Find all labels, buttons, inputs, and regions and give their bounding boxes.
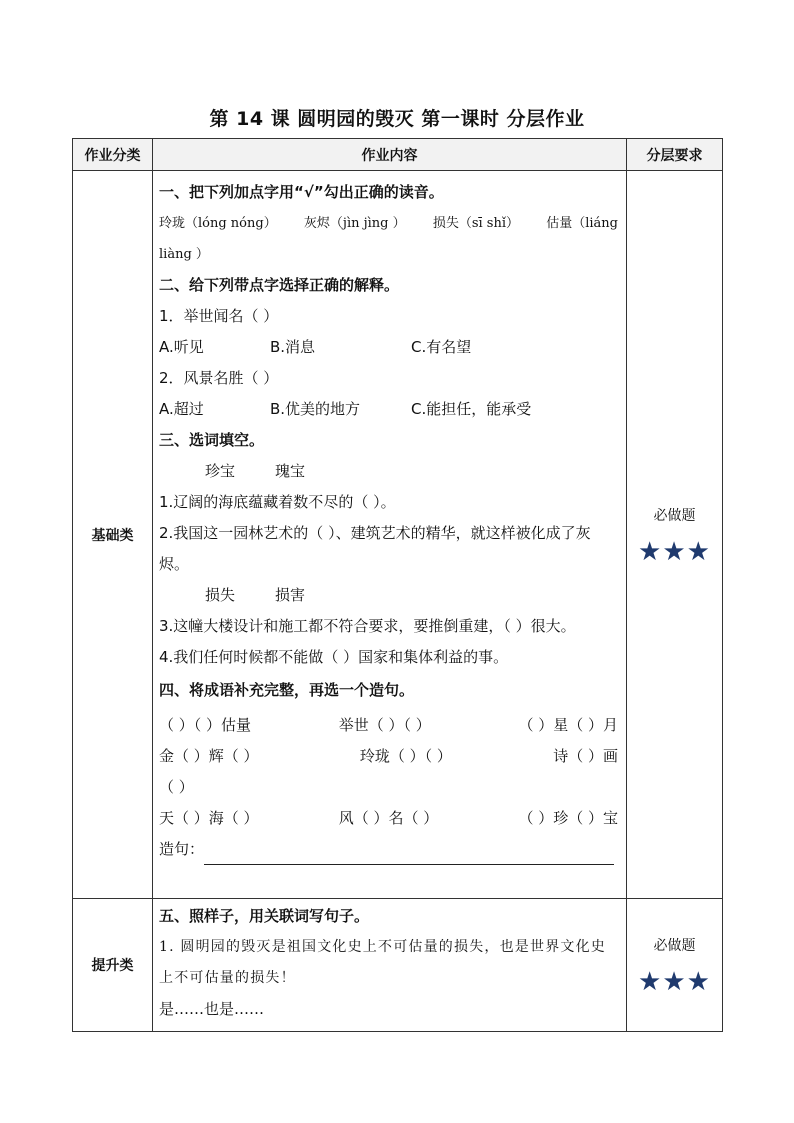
section-1-items <box>159 208 618 239</box>
homework-table <box>72 138 723 1032</box>
section-4-heading-sub: 再选一个造句。 <box>309 681 415 699</box>
sentence-line <box>159 834 618 865</box>
requirement-label: 必做题 <box>653 507 696 524</box>
idiom-blank: （ ）珍（ ）宝 <box>518 809 618 827</box>
content-basic <box>153 171 627 899</box>
requirement-basic <box>627 171 723 899</box>
pinyin-item-2: 灰烬（jìn jìng ） <box>303 216 406 231</box>
table-header-row <box>73 139 723 171</box>
section-2-q1-options <box>159 332 618 363</box>
star-rating-icon: ★★★ <box>638 967 711 997</box>
idiom-blank: （ ）（ ）估量 <box>159 716 252 734</box>
word-choice: 珍宝 <box>205 462 236 480</box>
section-3-q2: 2.我国这一园林艺术的（ ）、建筑艺术的精华，就这样被化成了灰烬。 <box>159 524 591 573</box>
table-row-advanced <box>73 899 723 1032</box>
option-c: C.能担任，能承受 <box>411 400 532 418</box>
section-5-pattern: 是……也是…… <box>159 1000 265 1018</box>
idiom-blank: （ ）星（ ）月 <box>518 716 618 734</box>
pinyin-item-1: 玲珑（lóng nóng） <box>159 216 277 231</box>
requirement-advanced <box>627 899 723 1032</box>
word-choice: 瑰宝 <box>275 462 306 480</box>
header-category: 作业分类 <box>73 139 153 171</box>
idiom-blank: 诗（ ）画 <box>553 747 618 765</box>
sentence-input-line[interactable] <box>204 844 614 865</box>
section-2-q1: 1．举世闻名（ ） <box>159 307 279 325</box>
section-4-heading <box>159 675 618 706</box>
section-2-q2: 2．风景名胜（ ） <box>159 369 279 387</box>
section-5-example: 1. 圆明园的毁灭是祖国文化史上不可估量的损失，也是世界文化史上不可估量的损失！ <box>159 939 607 986</box>
section-3-q1: 1.辽阔的海底蕴藏着数不尽的（ ）。 <box>159 493 396 511</box>
sentence-label: 造句： <box>159 840 205 858</box>
section-5-heading: 五、照样子，用关联词写句子。 <box>159 907 370 925</box>
word-choices-2 <box>159 580 618 611</box>
category-basic: 基础类 <box>73 171 153 899</box>
option-a: A.听见 <box>159 338 204 356</box>
table-row-basic <box>73 171 723 899</box>
section-1-heading: 一、把下列加点字用“√”勾出正确的读音。 <box>159 183 444 201</box>
word-choices-1 <box>159 456 618 487</box>
word-choice: 损失 <box>205 586 236 604</box>
idiom-row-1 <box>159 710 618 741</box>
section-4-heading-main: 四、将成语补充完整， <box>159 681 310 699</box>
star-rating-icon: ★★★ <box>638 536 711 567</box>
option-b: B.优美的地方 <box>270 400 361 418</box>
requirement-label: 必做题 <box>653 938 696 954</box>
header-requirement: 分层要求 <box>627 139 723 171</box>
section-3-q3: 3.这幢大楼设计和施工都不符合要求，要推倒重建，（ ）很大。 <box>159 617 576 635</box>
idiom-row-2 <box>159 741 618 772</box>
section-2-q2-options <box>159 394 618 425</box>
pinyin-item-4-tail: liàng ） <box>159 247 209 262</box>
option-b: B.消息 <box>270 338 316 356</box>
content-advanced <box>153 899 627 1032</box>
header-content: 作业内容 <box>153 139 627 171</box>
category-advanced: 提升类 <box>73 899 153 1032</box>
idiom-blank: 举世（ ）（ ） <box>338 716 431 734</box>
pinyin-item-4: 估量（liáng <box>546 216 618 231</box>
pinyin-item-3: 损失（sī shǐ） <box>432 216 520 231</box>
word-choice: 损害 <box>275 586 306 604</box>
section-3-heading: 三、选词填空。 <box>159 431 265 449</box>
page-title: 第 14 课 圆明园的毁灭 第一课时 分层作业 <box>209 108 585 130</box>
idiom-blank: 玲珑（ ）（ ） <box>359 747 452 765</box>
idiom-row-3 <box>159 803 618 834</box>
section-2-heading: 二、给下列带点字选择正确的解释。 <box>159 276 400 294</box>
idiom-blank: 金（ ）辉（ ） <box>159 747 259 765</box>
idiom-blank: 天（ ）海（ ） <box>159 809 259 827</box>
idiom-blank: 风（ ）名（ ） <box>338 809 439 827</box>
section-3-q4: 4.我们任何时候都不能做（ ）国家和集体利益的事。 <box>159 648 509 666</box>
idiom-row-2-tail: （ ） <box>159 778 194 796</box>
option-c: C.有名望 <box>411 338 472 356</box>
option-a: A.超过 <box>159 400 204 418</box>
